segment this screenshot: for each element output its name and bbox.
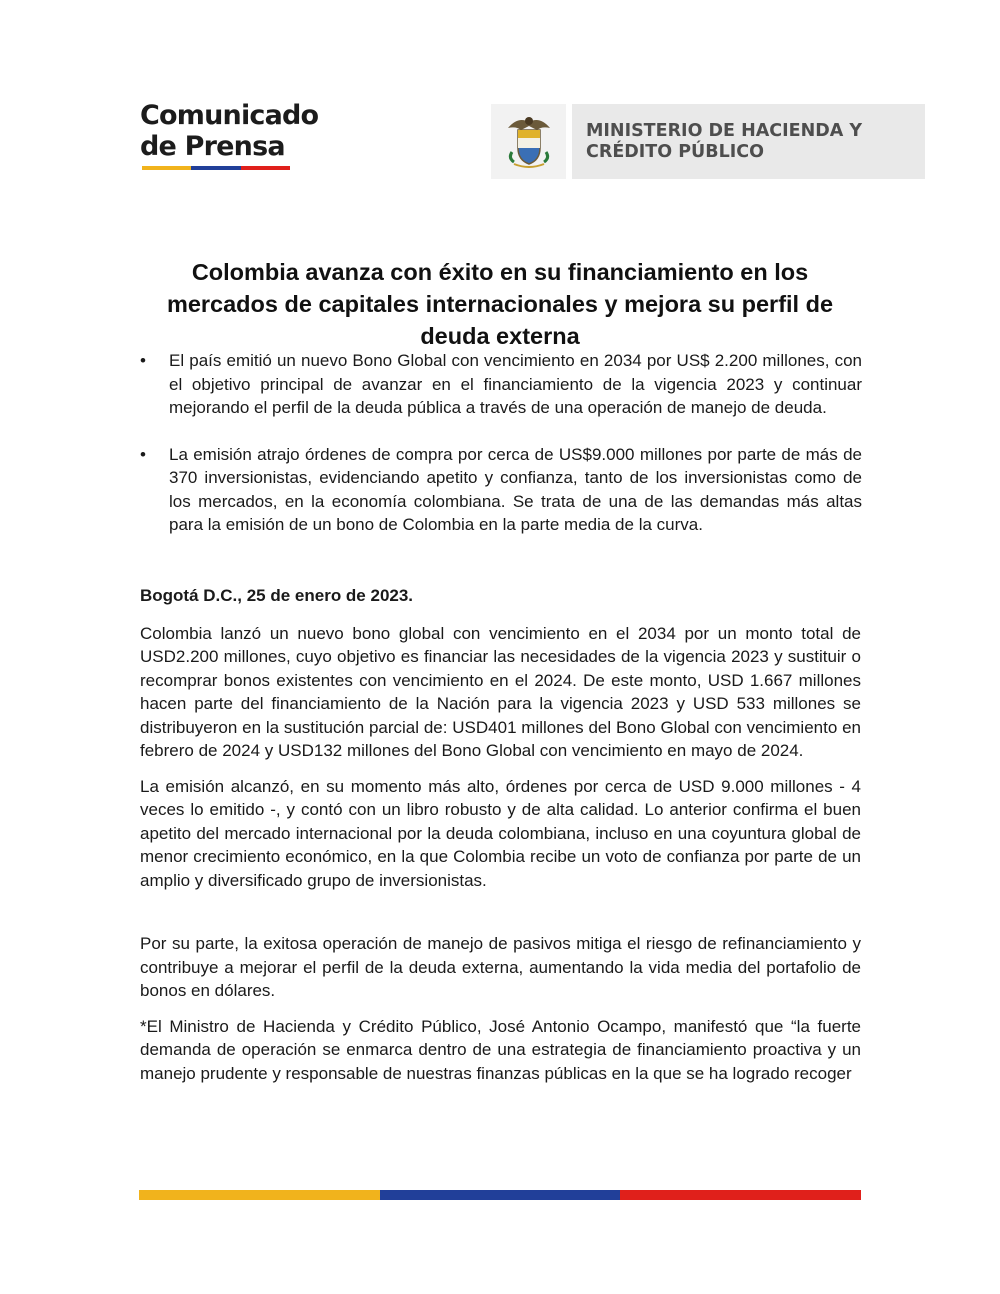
logo-flag-stripe — [142, 166, 290, 170]
body-paragraph: *El Ministro de Hacienda y Crédito Público, José Antonio Ocampo, manifestó que “la fuerte demanda de operación se enmarca dentro de una estrategia de financiamiento proactiva y un manejo prudente y responsable de nuestras finanzas públicas en la que se ha logrado recoger — [140, 1016, 861, 1083]
colombia-coat-of-arms-icon — [491, 104, 572, 179]
comunicado-logo — [140, 100, 318, 170]
stripe-red — [241, 166, 290, 170]
ministry-name — [586, 121, 862, 163]
press-release-headline: Colombia avanza con éxito en su financiamiento en los mercados de capitales internacionales y mejora su perfil de deuda externa — [166, 259, 834, 349]
footer-stripe-blue — [380, 1190, 621, 1200]
ministry-name-line-2: CRÉDITO PÚBLICO — [586, 141, 764, 162]
footer-stripe-yellow — [139, 1190, 380, 1200]
body-paragraph: La emisión alcanzó, en su momento más alto, órdenes por cerca de USD 9.000 millones - 4 veces lo emitido -, y contó con un libro robusto y de alta calidad. Lo anterior confirma el buen apetito del mercado internacional por la deuda colombiana, incluso en una coyuntura global de menor crecimiento económico, en la que Colombia recibe un voto de confianza por parte de un amplio y diversificado grupo de inversionistas. — [140, 776, 861, 890]
bullet-text: El país emitió un nuevo Bono Global con vencimiento en 2034 por US$ 2.200 millones, con el objetivo principal de avanzar en el financiamiento de la vigencia 2023 y continuar mejorando el perfil de la deuda pública a través de una operación de manejo de deuda. — [169, 351, 862, 417]
footer-stripe-red — [620, 1190, 861, 1200]
ministry-logo — [491, 104, 925, 179]
bullet-dot-icon: • — [140, 351, 146, 370]
dateline: Bogotá D.C., 25 de enero de 2023. — [140, 586, 414, 605]
bullet-dot-icon: • — [140, 444, 146, 464]
logo-line-1: Comunicado — [140, 100, 319, 131]
bullet-text: La emisión atrajo órdenes de compra por cerca de US$9.000 millones por parte de más de 370 inversionistas, evidenciando apetito y confianza, tanto de los inversionistas como de los mercados, en la economía colombiana. Se trata de una de las demandas más altas para la emisión de un bono de Colombia en la parte media de la curva. — [169, 444, 862, 534]
press-release-body — [140, 584, 861, 1097]
stripe-yellow — [142, 166, 191, 170]
summary-bullet — [140, 349, 862, 420]
body-paragraph: Por su parte, la exitosa operación de manejo de pasivos mitiga el riesgo de refinanciamiento y contribuye a mejorar el perfil de la deuda externa, aumentando la vida media del portafolio de bonos en dólares. — [140, 934, 861, 1000]
footer-flag-bar — [139, 1190, 861, 1200]
body-paragraph: Colombia lanzó un nuevo bono global con vencimiento en el 2034 por un monto total de USD2.200 millones, cuyo objetivo es financiar las necesidades de la vigencia 2023 y sustituir o recomprar bonos existentes con vencimiento en el 2024. De este monto, USD 1.667 millones hacen parte del financiamiento de la Nación para la vigencia 2023 y USD 533 millones se distribuyeron en la sustitución parcial de: USD401 millones del Bono Global con vencimiento en febrero de 2024 y USD132 millones del Bono Global con vencimiento en mayo de 2024. — [140, 623, 861, 760]
logo-line-2: de Prensa — [140, 131, 285, 162]
summary-bullet-list — [140, 349, 862, 560]
summary-bullet — [140, 443, 862, 537]
stripe-blue — [191, 166, 240, 170]
ministry-name-line-1: MINISTERIO DE HACIENDA Y — [586, 120, 863, 141]
